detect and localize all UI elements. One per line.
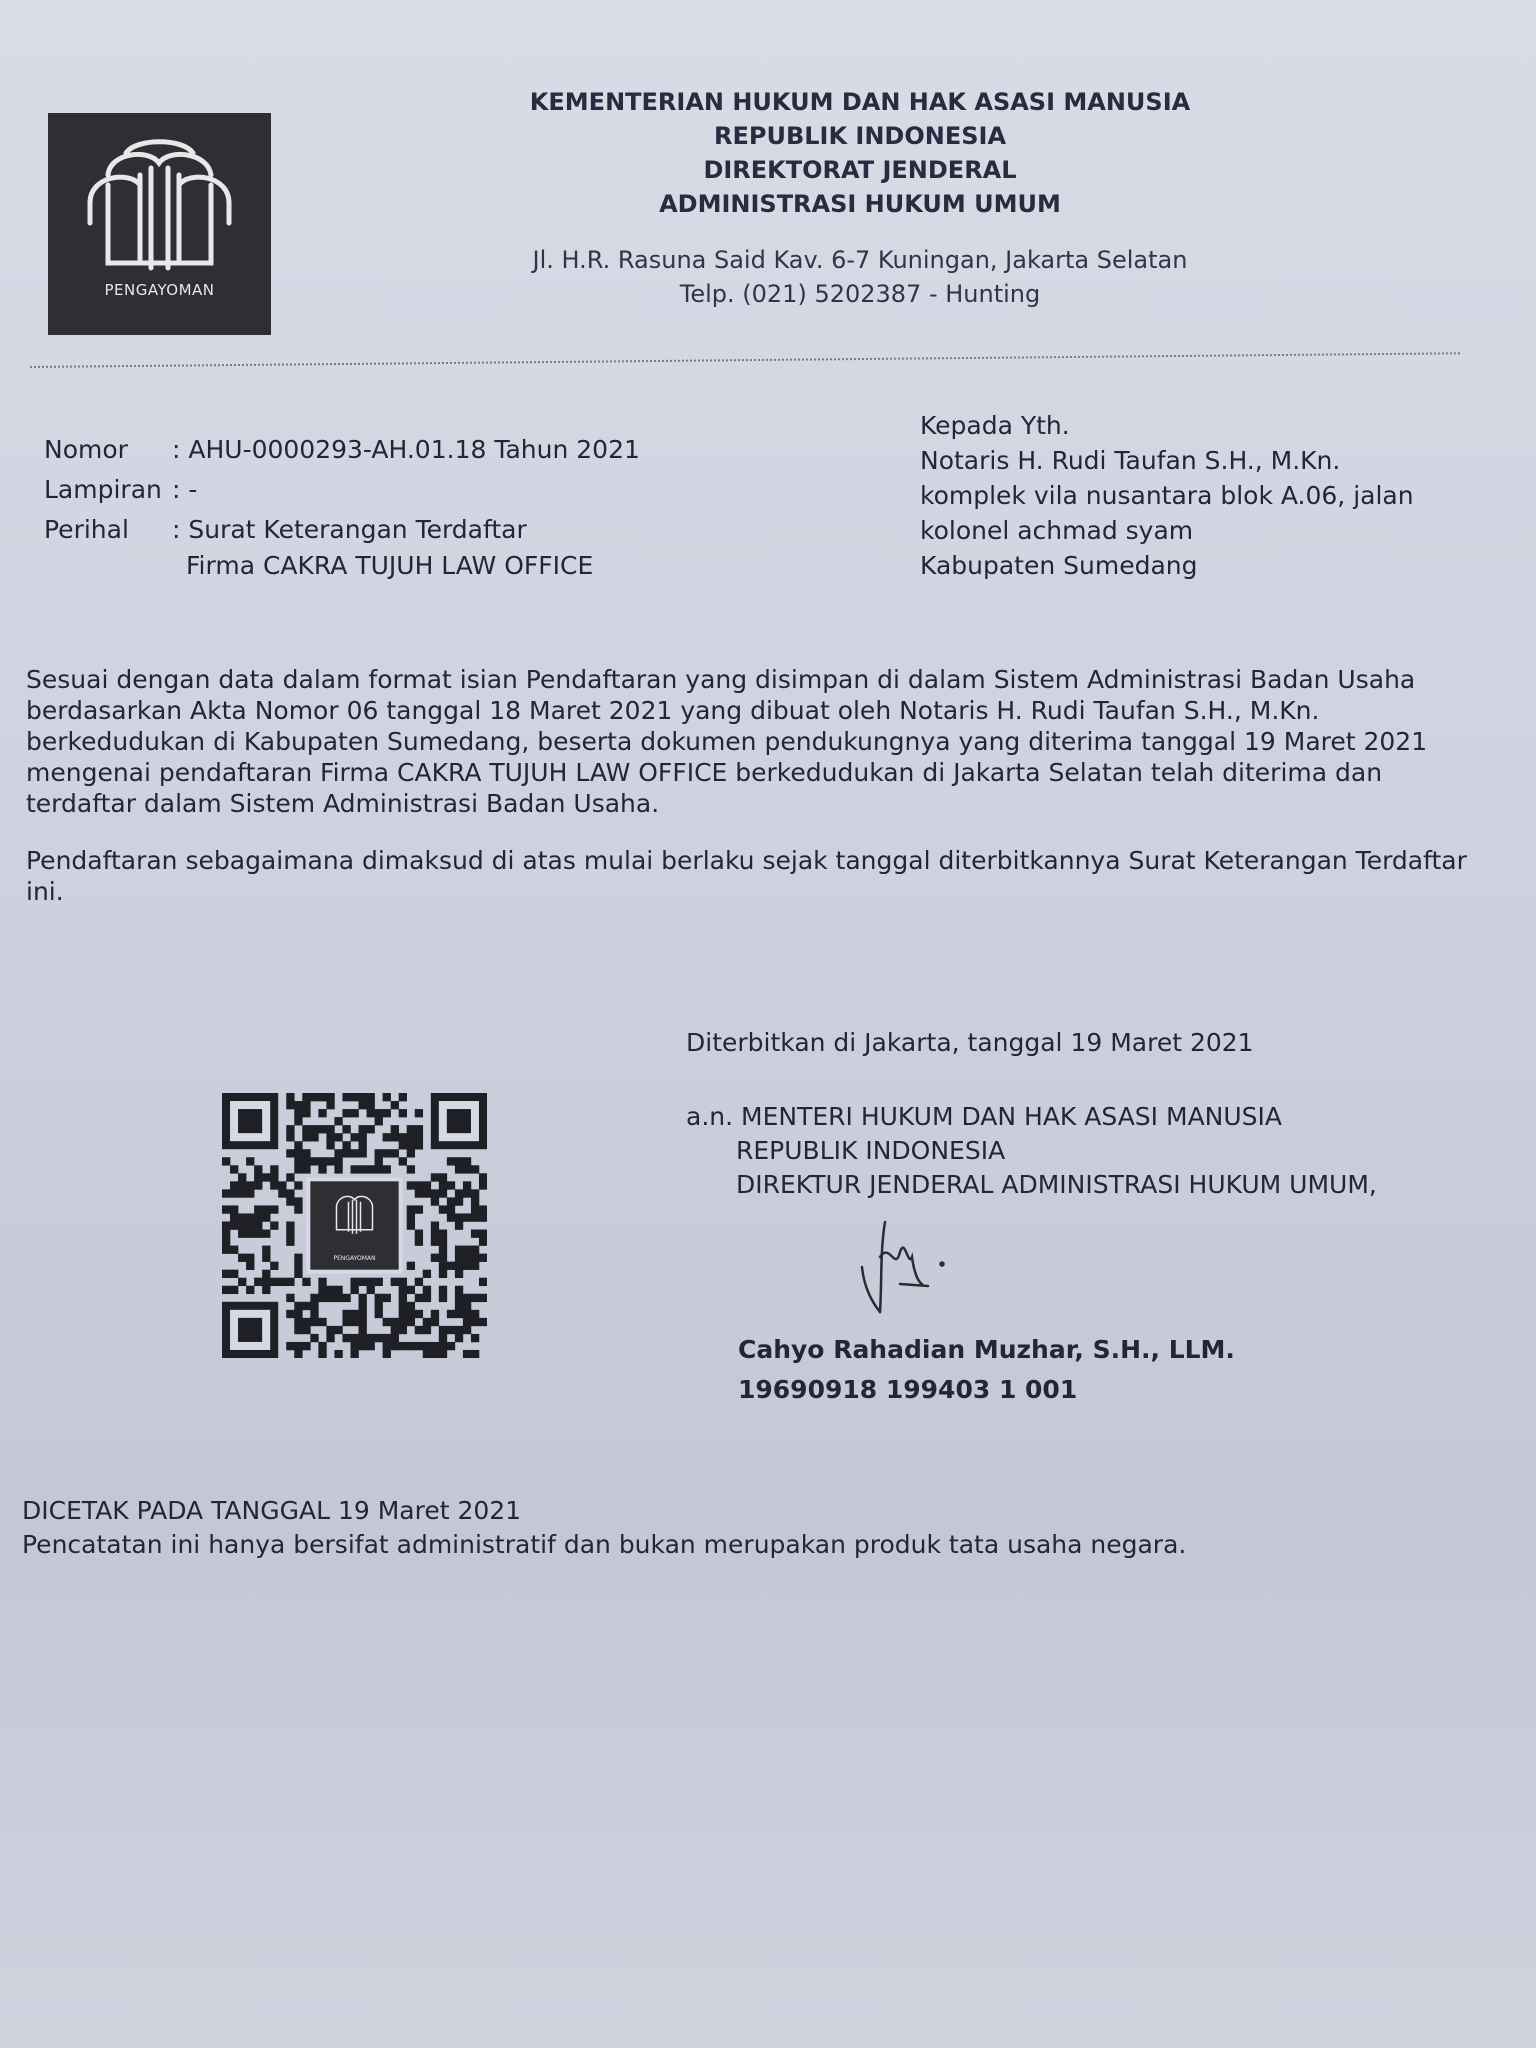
on-behalf-country: REPUBLIK INDONESIA xyxy=(736,1136,1006,1165)
lampiran-label: Lampiran xyxy=(44,475,162,504)
letter-body xyxy=(26,664,1486,933)
nomor-value: : AHU-0000293-AH.01.18 Tahun 2021 xyxy=(172,435,640,464)
recipient-name: Notaris H. Rudi Taufan S.H., M.Kn. xyxy=(920,446,1341,475)
ministry-name: KEMENTERIAN HUKUM DAN HAK ASASI MANUSIA xyxy=(529,88,1191,116)
lampiran-value: : - xyxy=(172,475,198,504)
print-footer xyxy=(22,1494,1186,1562)
pengayoman-logo xyxy=(48,113,271,335)
signer-name: Cahyo Rahadian Muzhar, S.H., LLM. xyxy=(738,1335,1235,1364)
perihal-value: : Surat Keterangan Terdaftar xyxy=(172,515,527,544)
qr-logo-text: PENGAYOMAN xyxy=(333,1255,376,1263)
recipient-block xyxy=(920,408,1414,583)
issued-place-date: Diterbitkan di Jakarta, tanggal 19 Maret 2021 xyxy=(686,1028,1254,1057)
perihal-label: Perihal xyxy=(44,515,129,544)
signer-nip: 19690918 199403 1 001 xyxy=(738,1375,1078,1404)
perihal-value-cont: Firma CAKRA TUJUH LAW OFFICE xyxy=(186,551,594,580)
pengayoman-tree-icon xyxy=(48,113,271,335)
letterhead xyxy=(450,85,1270,311)
recipient-city: Kabupaten Sumedang xyxy=(920,551,1198,580)
country-name: REPUBLIK INDONESIA xyxy=(713,122,1007,150)
signer-block xyxy=(738,1330,1235,1410)
directorate-unit: ADMINISTRASI HUKUM UMUM xyxy=(659,190,1061,218)
handwritten-signature xyxy=(850,1212,960,1322)
on-behalf-line: a.n. MENTERI HUKUM DAN HAK ASASI MANUSIA xyxy=(686,1102,1283,1131)
disclaimer-note: Pencatatan ini hanya bersifat administratif dan bukan merupakan produk tata usaha negara. xyxy=(22,1530,1187,1559)
printed-date: DICETAK PADA TANGGAL 19 Maret 2021 xyxy=(22,1496,522,1525)
directorate-name: DIREKTORAT JENDERAL xyxy=(703,156,1017,184)
body-paragraph-1: Sesuai dengan data dalam format isian Pendaftaran yang disimpan di dalam Sistem Administrasi Badan Usaha berdasarkan Akta Nomor 06 tanggal 18 Maret 2021 yang dibuat oleh Notaris H. Rudi Taufan S.H., M.Kn. berkedudukan di Kabupaten Sumedang, beserta dokumen pendukungnya yang diterima tanggal 19 Maret 2021 mengenai pendaftaran Firma CAKRA TUJUH LAW OFFICE berkedudukan di Jakarta Selatan telah diterima dan terdaftar dalam Sistem Administrasi Badan Usaha. xyxy=(26,665,1428,818)
recipient-salutation: Kepada Yth. xyxy=(920,411,1070,440)
header-divider xyxy=(30,352,1460,368)
logo-text: PENGAYOMAN xyxy=(104,281,215,299)
office-address: Jl. H.R. Rasuna Said Kav. 6-7 Kuningan, Jakarta Selatan xyxy=(532,246,1188,274)
recipient-address-1: komplek vila nusantara blok A.06, jalan xyxy=(920,481,1414,510)
qr-code xyxy=(222,1093,487,1358)
recipient-address-2: kolonel achmad syam xyxy=(920,516,1194,545)
nomor-label: Nomor xyxy=(44,435,128,464)
signature-block xyxy=(686,1026,1377,1202)
letter-meta xyxy=(44,430,640,582)
body-paragraph-2: Pendaftaran sebagaimana dimaksud di atas mulai berlaku sejak tanggal diterbitkannya Surat Keterangan Terdaftar ini. xyxy=(26,846,1467,906)
office-phone: Telp. (021) 5202387 - Hunting xyxy=(679,280,1041,308)
signer-title: DIREKTUR JENDERAL ADMINISTRASI HUKUM UMUM, xyxy=(736,1170,1377,1199)
